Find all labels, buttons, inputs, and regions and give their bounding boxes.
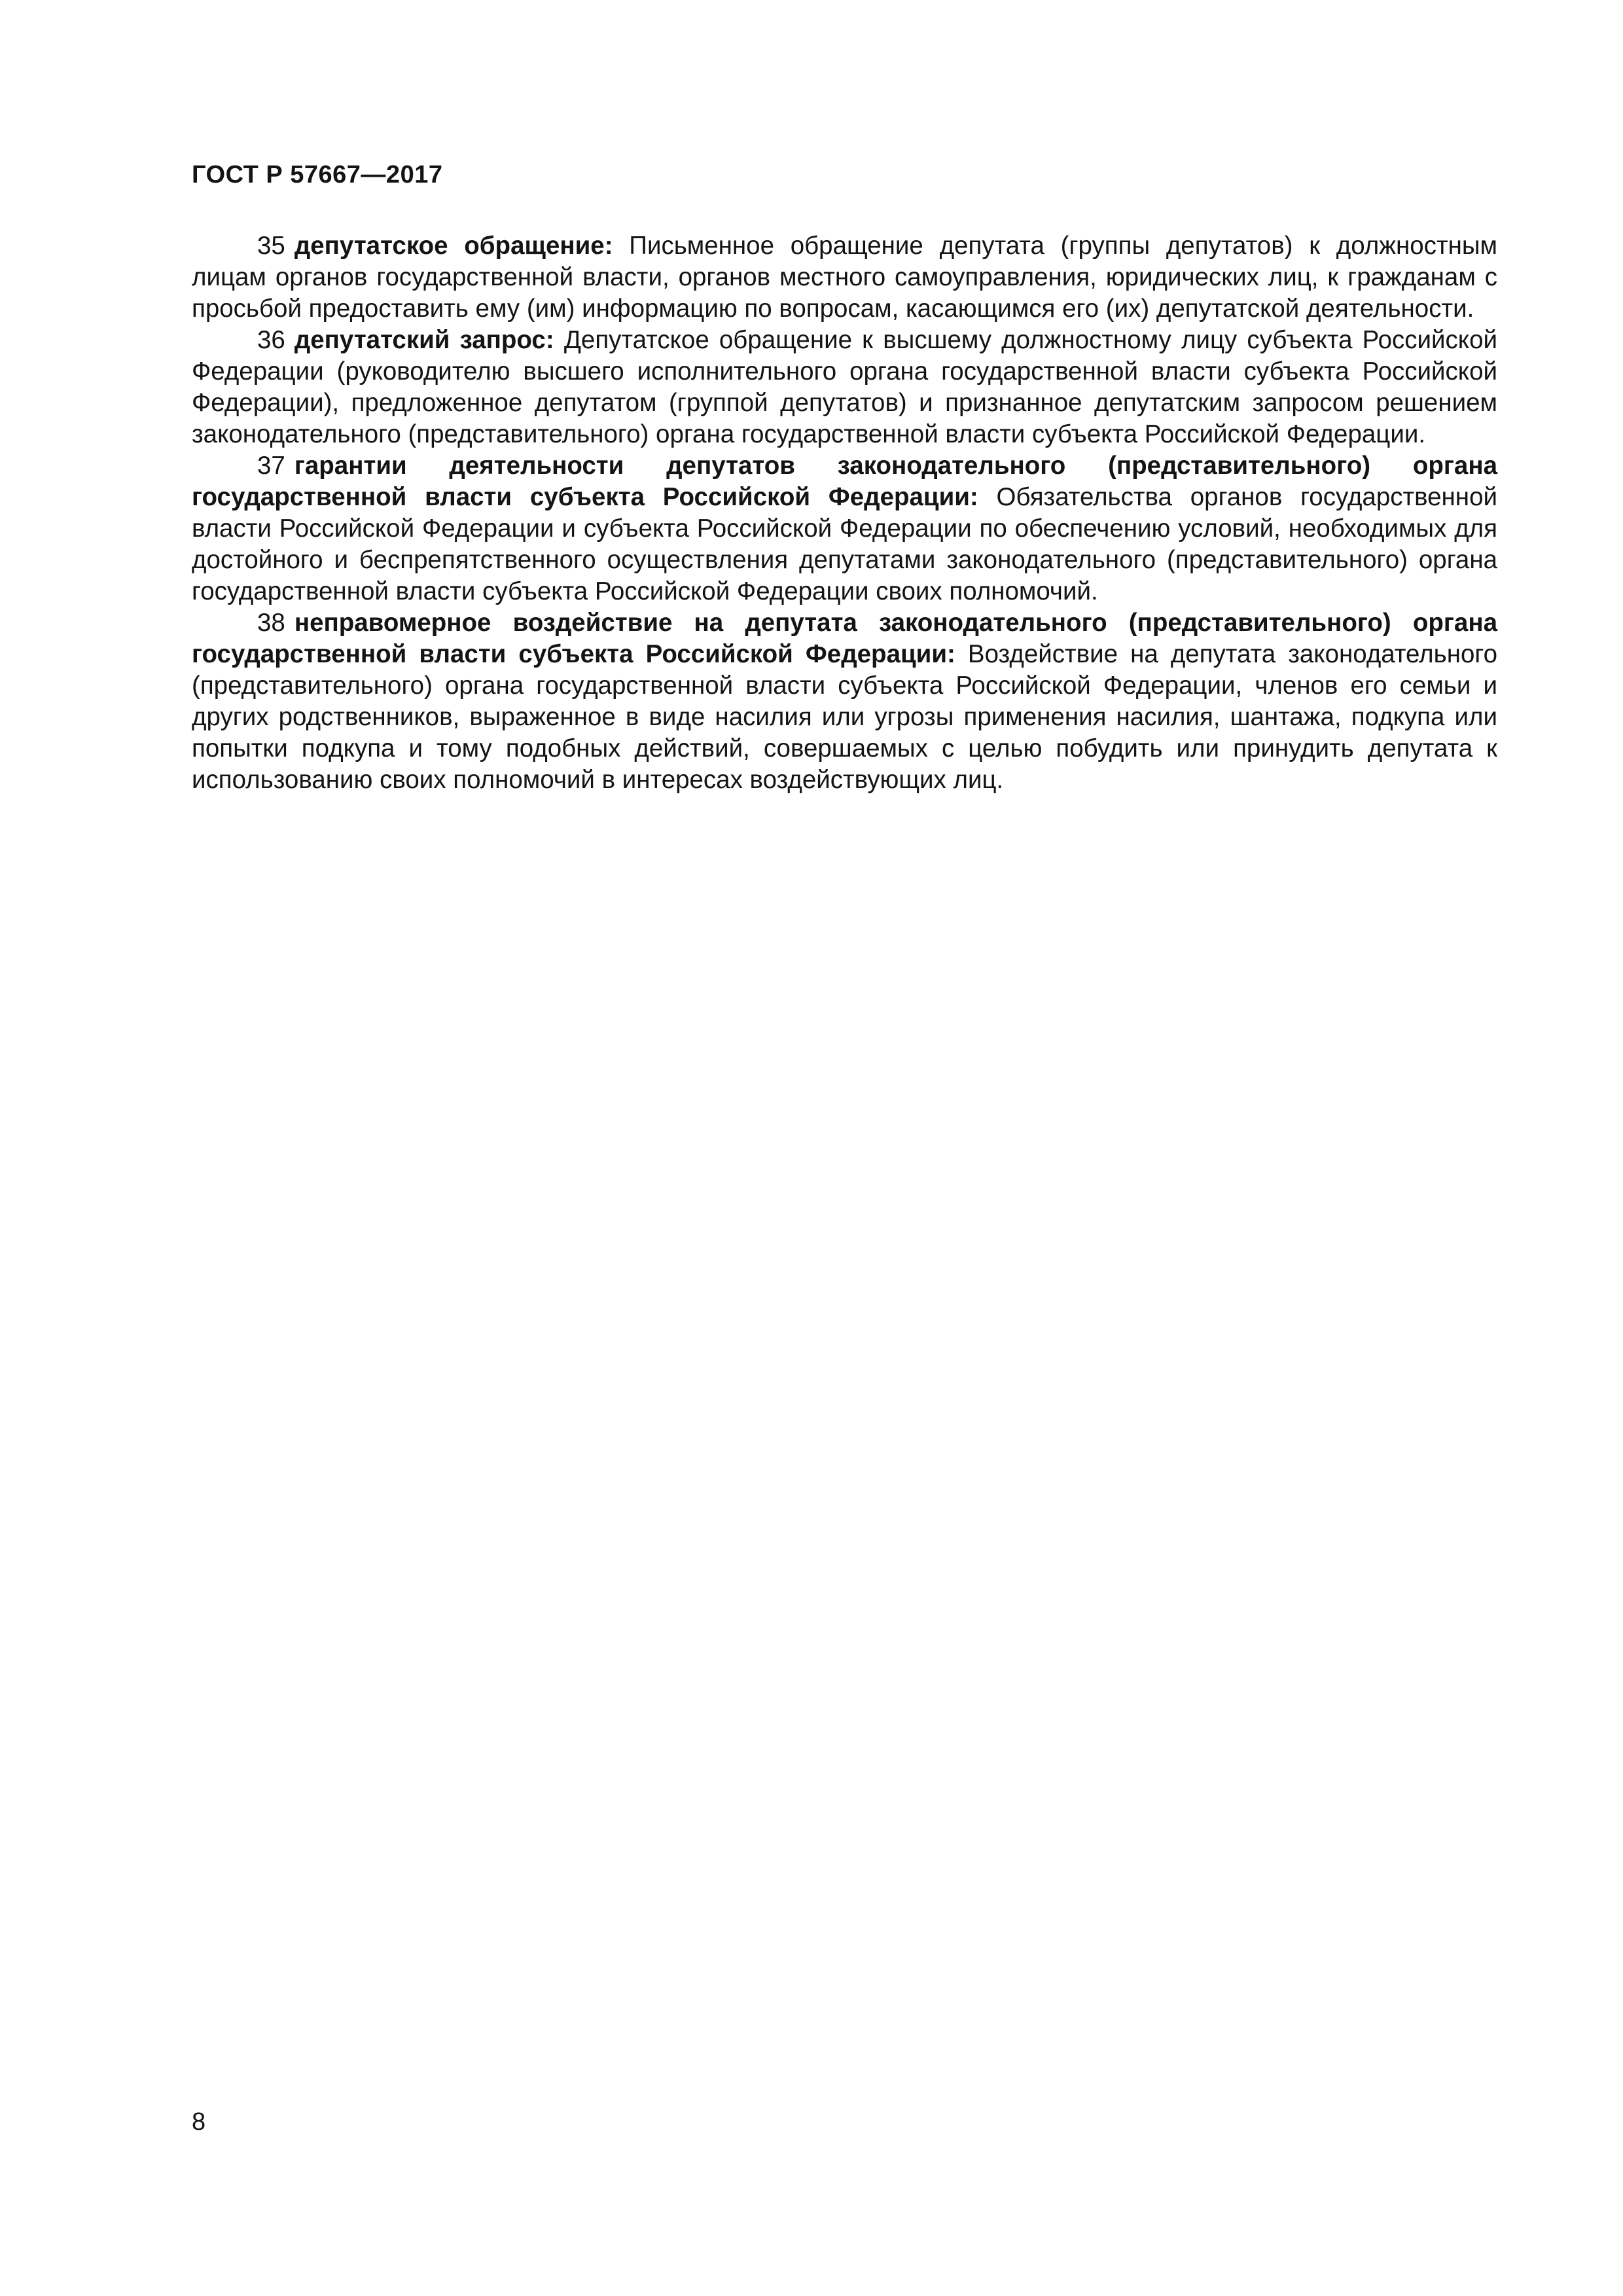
term-number: 35 <box>257 232 285 260</box>
term-entry-37 <box>192 450 1497 607</box>
term-name: гарантии деятельности депутатов законодательного (представительного) органа государственной власти субъекта Российской Федерации: <box>192 452 1497 511</box>
page-number: 8 <box>192 2108 206 2136</box>
term-name: депутатское обращение: <box>294 232 613 260</box>
term-definition: Воздействие на депутата законодательного (представительного) органа государственной власти субъекта Российской Федерации, членов его семьи и других родственников, выраженное в виде насилия или угрозы применения насилия, шантажа, подкупа или попытки подкупа и тому подобных действий, совершаемых с целью побудить или принудить депутата к использованию своих полномочий в интересах воздействующих лиц. <box>192 640 1497 794</box>
term-number: 38 <box>257 609 285 637</box>
term-name: депутатский запрос: <box>294 326 554 354</box>
term-entry-35 <box>192 230 1497 325</box>
term-number: 37 <box>257 452 285 480</box>
term-entry-36 <box>192 325 1497 450</box>
terms-list <box>192 230 1497 796</box>
document-header: ГОСТ Р 57667—2017 <box>192 161 443 188</box>
term-definition: Письменное обращение депутата (группы депутатов) к должностным лицам органов государственной власти, органов местного самоуправления, юридических лиц, к гражданам с просьбой предоставить ему (им) информацию по вопросам, касающимся его (их) депутатской деятельности. <box>192 232 1497 323</box>
term-definition: Обязательства органов государственной власти Российской Федерации и субъекта Российской Федерации по обеспечению условий, необходимых для достойного и беспрепятственного осуществления депутатами законодательного (представительного) органа государственной власти субъекта Российской Федерации своих полномочий. <box>192 483 1497 605</box>
term-entry-38 <box>192 607 1497 796</box>
term-definition: Депутатское обращение к высшему должностному лицу субъекта Российской Федерации (руководителю высшего исполнительного органа государственной власти субъекта Российской Федерации), предложенное депутатом (группой депутатов) и признанное депутатским запросом решением законодательного (представительного) органа государственной власти субъекта Российской Федерации. <box>192 326 1497 448</box>
term-number: 36 <box>257 326 285 354</box>
term-name: неправомерное воздействие на депутата законодательного (представительного) органа государственной власти субъекта Российской Федерации: <box>192 609 1497 668</box>
